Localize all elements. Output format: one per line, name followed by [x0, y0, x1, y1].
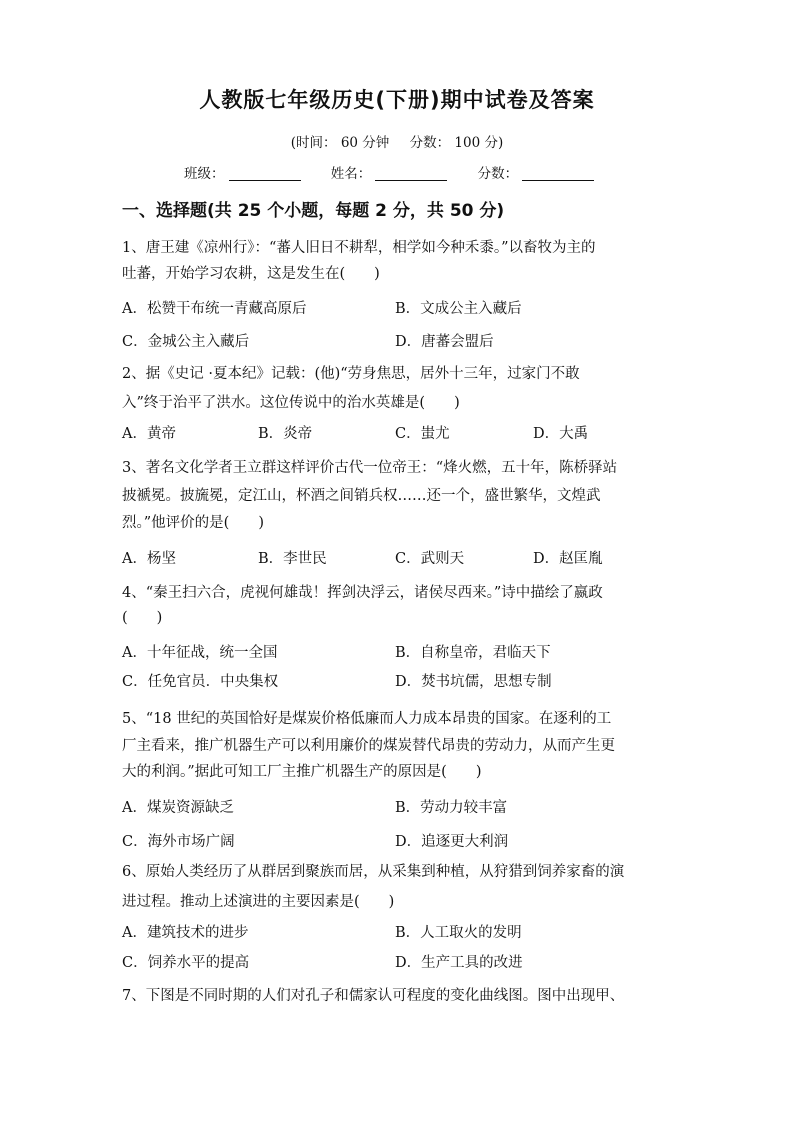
question-6-line-2: 进过程。推动上述演进的主要因素是( ): [122, 894, 395, 910]
question-5-line-3: 大的利润。”据此可知工厂主推广机器生产的原因是( ): [122, 764, 482, 780]
question-4-line-1: 4、“秦王扫六合，虎视何雄哉！挥剑决浮云，诸侯尽西来。”诗中描绘了嬴政: [122, 585, 603, 601]
question-6-option-b: B．人工取火的发明: [395, 925, 522, 941]
question-5-option-d: D．追逐更大利润: [395, 834, 509, 850]
question-4-line-2: ( ): [122, 610, 163, 626]
question-7-line-1: 7、下图是不同时期的人们对孔子和儒家认可程度的变化曲线图。图中出现甲、: [122, 988, 625, 1004]
question-1-option-b: B．文成公主入藏后: [395, 301, 522, 317]
question-6-option-d: D．生产工具的改进: [395, 955, 523, 971]
exam-total-score: 分数： 100 分): [409, 135, 504, 151]
exam-meta: [0, 131, 794, 151]
question-2-option-c: C．蚩尤: [395, 426, 450, 442]
question-3-option-b: B．李世民: [258, 551, 327, 567]
question-6-option-c: C．饲养水平的提高: [122, 955, 250, 971]
question-1-option-d: D．唐蕃会盟后: [395, 334, 494, 350]
question-4-option-c: C．任免官员．中央集权: [122, 674, 279, 690]
class-blank[interactable]: [229, 166, 301, 181]
question-3-option-c: C．武则天: [395, 551, 465, 567]
exam-time: (时间： 60 分钟: [290, 135, 390, 151]
question-1-option-c: C．金城公主入藏后: [122, 334, 250, 350]
section-title: 一、选择题(共 25 个小题，每题 2 分，共 50 分): [122, 201, 505, 221]
class-field: [184, 162, 301, 182]
question-1-option-a: A．松赞干布统一青藏高原后: [122, 301, 307, 317]
name-blank[interactable]: [375, 166, 447, 181]
question-3-line-3: 烈。”他评价的是( ): [122, 515, 264, 531]
question-5-option-a: A．煤炭资源缺乏: [122, 800, 234, 816]
question-4-option-a: A．十年征战，统一全国: [122, 645, 278, 661]
question-2-line-1: 2、据《史记 ·夏本纪》记载：(他)“劳身焦思，居外十三年，过家门不敢: [122, 366, 580, 382]
question-5-line-2: 厂主看来，推广机器生产可以利用廉价的煤炭替代昂贵的劳动力，从而产生更: [122, 738, 615, 754]
question-3-line-1: 3、著名文化学者王立群这样评价古代一位帝王：“烽火燃，五十年，陈桥驿站: [122, 460, 618, 476]
question-2-option-a: A．黄帝: [122, 426, 176, 442]
question-5-line-1: 5、“18 世纪的英国恰好是煤炭价格低廉而人力成本昂贵的国家。在逐利的工: [122, 711, 612, 727]
question-2-option-d: D．大禹: [533, 426, 589, 442]
question-5-option-c: C．海外市场广阔: [122, 834, 235, 850]
question-1-line-2: 吐蕃，开始学习农耕，这是发生在( ): [122, 266, 380, 282]
class-label: 班级：: [184, 166, 225, 182]
question-5-option-b: B．劳动力较丰富: [395, 800, 508, 816]
student-info-fields: [184, 162, 620, 182]
question-4-option-d: D．焚书坑儒，思想专制: [395, 674, 552, 690]
question-6-line-1: 6、原始人类经历了从群居到聚族而居，从采集到种植，从狩猎到饲养家畜的演: [122, 864, 625, 880]
question-2-line-2: 入”终于治平了洪水。这位传说中的治水英雄是( ): [122, 395, 460, 411]
question-3-line-2: 披褫冕。披旒冕，定江山，杯酒之间销兵权……还一个，盛世繁华，文煌武: [122, 488, 601, 504]
name-label: 姓名：: [330, 166, 372, 182]
score-field: [478, 162, 595, 182]
score-label: 分数：: [477, 166, 519, 182]
question-2-option-b: B．炎帝: [258, 426, 313, 442]
score-blank[interactable]: [522, 166, 594, 181]
question-3-option-d: D．赵匡胤: [533, 551, 603, 567]
question-4-option-b: B．自称皇帝，君临天下: [395, 645, 551, 661]
exam-title: 人教版七年级历史(下册)期中试卷及答案: [199, 88, 595, 112]
question-3-option-a: A．杨坚: [122, 551, 176, 567]
name-field: [331, 162, 448, 182]
question-1-line-1: 1、唐王建《凉州行》：“蕃人旧日不耕犁，相学如今种禾黍。”以畜牧为主的: [122, 240, 596, 256]
question-6-option-a: A．建筑技术的进步: [122, 925, 249, 941]
